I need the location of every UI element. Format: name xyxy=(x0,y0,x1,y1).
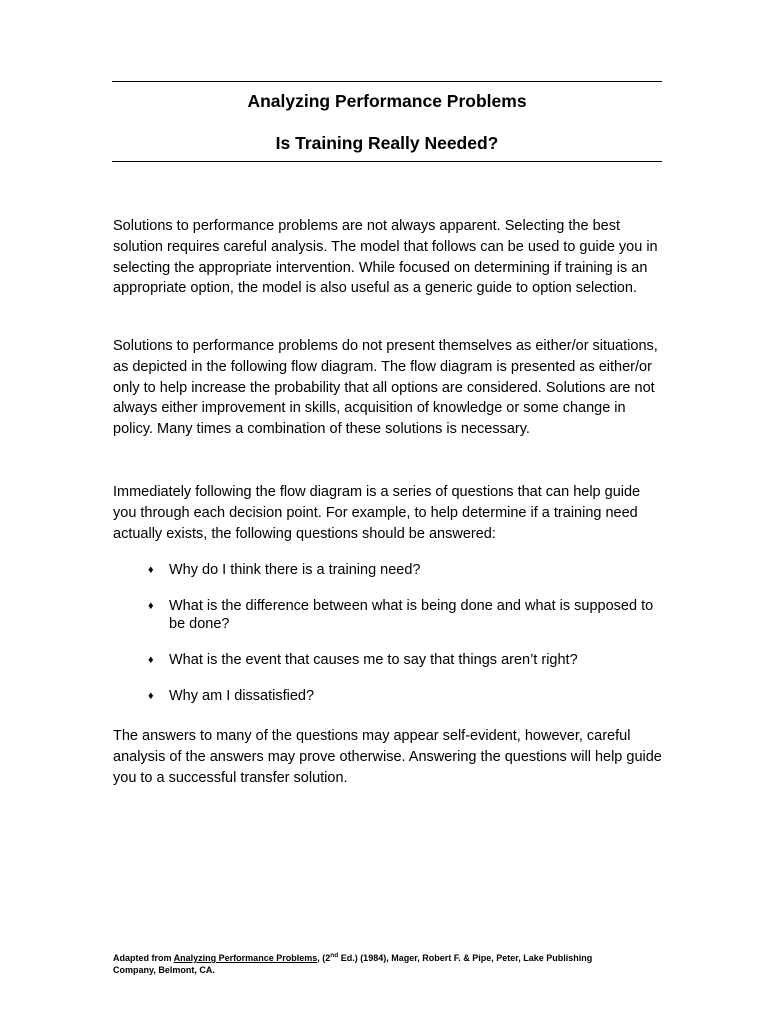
list-item xyxy=(113,687,665,705)
intro-paragraph: Solutions to performance problems are not always apparent. Selecting the best solution requires careful analysis. The model that follows can be used to guide you in selecting the appropriate intervention. While focused on determining if training is an appropriate option, the model is also useful as a generic guide to option selection. xyxy=(113,218,658,297)
list-item xyxy=(113,651,665,669)
header-bottom-rule xyxy=(112,161,662,162)
question-list xyxy=(113,561,665,723)
footnote-prefix: Adapted from xyxy=(113,953,174,963)
page-subtitle: Is Training Really Needed? xyxy=(275,133,499,153)
footnote-citation: (1984), Mager, Robert F. & Pipe, Peter, Lake Publishing Company, Belmont, CA. xyxy=(113,953,593,975)
questions-intro-paragraph: Immediately following the flow diagram is a series of questions that can help guide you through each decision point. For example, to help determine if a training need actually exists, the following questions should be answered: xyxy=(113,484,641,542)
list-item xyxy=(113,597,665,633)
page-title: Analyzing Performance Problems xyxy=(247,91,527,111)
conclusion-paragraph: The answers to many of the questions may appear self-evident, however, careful analysis of the answers may prove otherwise. Answering the questions will help guide you to a successful transfer solution. xyxy=(113,728,662,786)
question-text: Why am I dissatisfied? xyxy=(169,688,315,704)
list-item xyxy=(113,561,665,579)
diamond-bullet-icon: ♦ xyxy=(148,654,154,666)
source-footnote xyxy=(113,953,633,976)
question-text: What is the event that causes me to say that things aren’t right? xyxy=(169,652,578,668)
footnote-edition-open: , (2 xyxy=(317,953,331,963)
diamond-bullet-icon: ♦ xyxy=(148,690,154,702)
footnote-edition-superscript: nd xyxy=(330,952,339,959)
question-text: What is the difference between what is being done and what is supposed to be done? xyxy=(169,598,654,632)
diamond-bullet-icon: ♦ xyxy=(148,564,154,576)
footnote-reference-title: Analyzing Performance Problems xyxy=(173,953,318,963)
question-text: Why do I think there is a training need? xyxy=(169,562,421,578)
footnote-edition-close: Ed.) xyxy=(338,953,358,963)
header-top-rule xyxy=(112,81,662,82)
flow-diagram-paragraph: Solutions to performance problems do not present themselves as either/or situations, as depicted in the following flow diagram. The flow diagram is presented as either/or only to help increase the probability that all options are considered. Solutions are not always either improvement in skills, acquisition of knowledge or some change in policy. Many times a combination of these solutions is necessary. xyxy=(113,338,658,438)
diamond-bullet-icon: ♦ xyxy=(148,600,154,612)
